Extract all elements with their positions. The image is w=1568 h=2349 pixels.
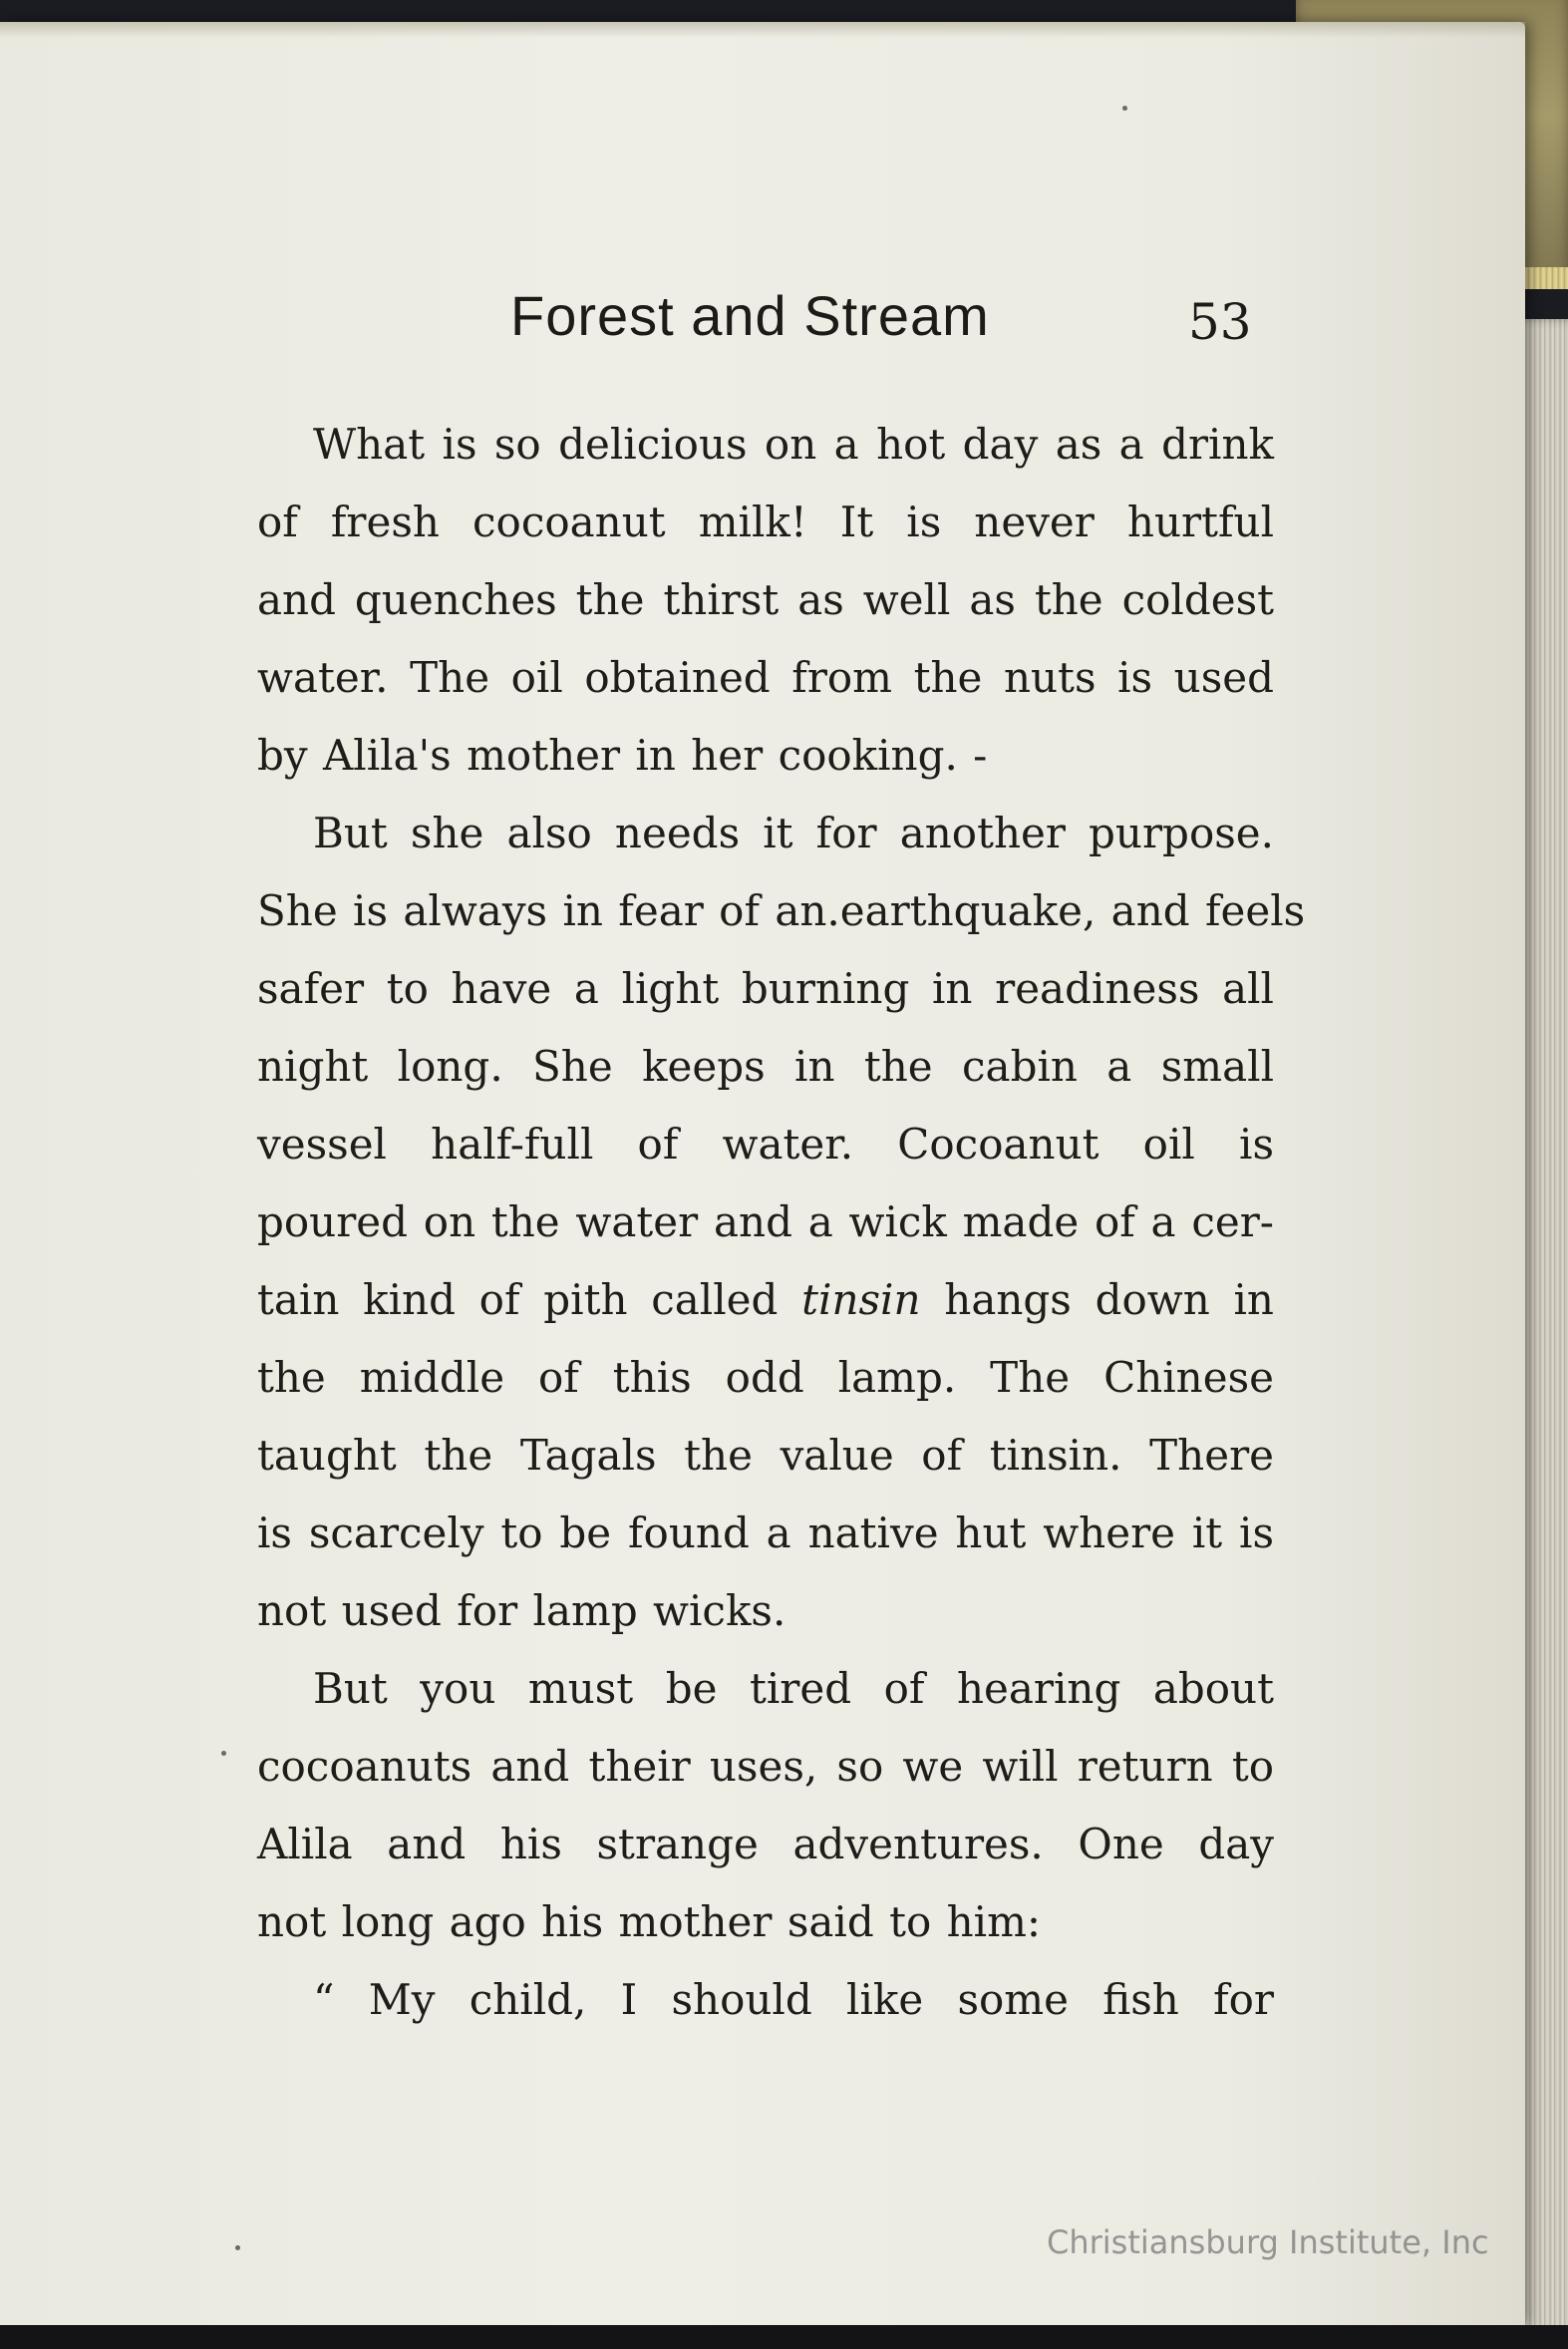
text-line: safer to have a light burning in readiness all [257, 964, 1274, 1013]
running-head [0, 283, 1525, 363]
text-fragment: hangs down in [944, 1275, 1274, 1324]
text-line: But you must be tired of hearing about [313, 1664, 1274, 1713]
text-line: the middle of this odd lamp. The Chinese [257, 1353, 1274, 1402]
paper-speck [1122, 106, 1127, 111]
bottom-shadow [0, 2325, 1568, 2349]
text-line: Alila and his strange adventures. One day [257, 1820, 1274, 1868]
text-line: by Alila's mother in her cooking. - [257, 731, 988, 780]
text-line: water. The oil obtained from the nuts is used [257, 653, 1274, 702]
text-line: not used for lamp wicks. [257, 1586, 786, 1635]
text-line: is scarcely to be found a native hut where it is [257, 1509, 1274, 1557]
paper-speck [221, 1751, 226, 1756]
text-line: taught the Tagals the value of tinsin. There [257, 1431, 1274, 1480]
text-line: of fresh cocoanut milk! It is never hurtful [257, 498, 1274, 546]
text-line: vessel half-full of water. Cocoanut oil is [257, 1120, 1274, 1169]
text-line-with-italic [257, 1261, 1274, 1339]
text-fragment: tain kind of pith called [257, 1275, 779, 1324]
running-title: Forest and Stream [510, 284, 990, 347]
text-line: What is so delicious on a hot day as a drink [313, 420, 1274, 469]
text-line: not long ago his mother said to him: [257, 1897, 1042, 1946]
text-line: But she also needs it for another purpose. [313, 809, 1274, 857]
text-line: “ My child, I should like some fish for [313, 1975, 1274, 2024]
body-text [257, 406, 1306, 2039]
watermark-text: Christiansburg Institute, Inc [1047, 2223, 1489, 2261]
book-page [0, 22, 1525, 2327]
italic-word: tinsin [801, 1275, 921, 1324]
text-line: She is always in fear of an.earthquake, and feels [257, 886, 1306, 935]
text-line: night long. She keeps in the cabin a small [257, 1042, 1274, 1091]
text-line: poured on the water and a wick made of a cer- [257, 1197, 1274, 1246]
text-line: cocoanuts and their uses, so we will return to [257, 1742, 1274, 1791]
paper-speck [235, 2245, 240, 2250]
text-line: and quenches the thirst as well as the coldest [257, 575, 1274, 624]
page-number: 53 [1188, 293, 1252, 351]
